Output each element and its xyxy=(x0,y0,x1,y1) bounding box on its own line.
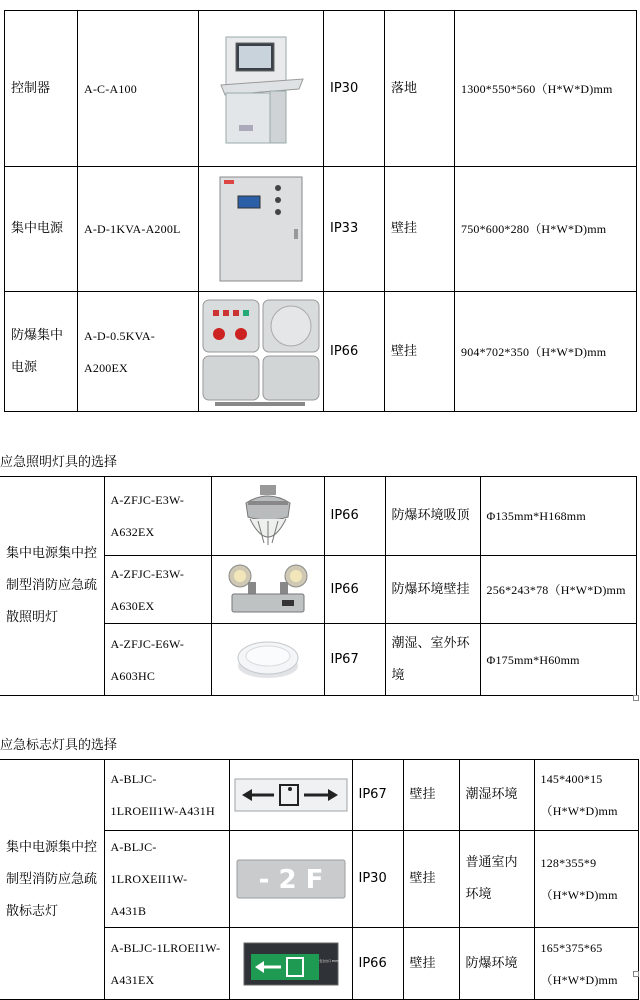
cell-install: 壁挂 xyxy=(403,760,459,831)
cell-ip: IP67 xyxy=(324,624,385,696)
section-title-lighting: 应急照明灯具的选择 xyxy=(0,455,118,470)
cell-model: A-D-1KVA-A200L xyxy=(78,167,199,292)
table-row xyxy=(5,11,637,167)
cell-install: 壁挂 xyxy=(385,167,455,292)
cell-ip: IP66 xyxy=(324,292,385,412)
explosion-proof-box-image xyxy=(199,292,324,412)
table-row xyxy=(5,167,637,292)
cell-install: 壁挂 xyxy=(403,928,459,1000)
cell-ip: IP30 xyxy=(352,831,403,928)
cell-env: 防爆环境壁挂 xyxy=(385,556,480,624)
category-cell: 集中电源集中控制型消防应急疏散标志灯 xyxy=(0,760,104,1000)
cell-ip: IP67 xyxy=(352,760,403,831)
cell-size: Φ135mm*H168mm xyxy=(480,477,636,556)
cell-model: A-C-A100 xyxy=(78,11,199,167)
cell-install: 落地 xyxy=(385,11,455,167)
table-row xyxy=(0,760,638,831)
cell-size: 165*375*65（H*W*D)mm xyxy=(534,928,638,1000)
floor-sign-2f-image xyxy=(229,831,352,928)
equipment-table xyxy=(4,10,637,412)
cell-model: A-BLJC-1LROEII1W-A431H xyxy=(104,760,229,831)
table-end-marker xyxy=(633,695,639,701)
cell-name: 控制器 xyxy=(5,11,78,167)
cell-env: 普通室内环境 xyxy=(459,831,534,928)
cell-env: 防爆环境 xyxy=(459,928,534,1000)
cell-ip: IP30 xyxy=(324,11,385,167)
cell-name: 集中电源 xyxy=(5,167,78,292)
cell-model: A-D-0.5KVA-A200EX xyxy=(78,292,199,412)
cell-name: 防爆集中电源 xyxy=(5,292,78,412)
cell-model: A-BLJC-1LROEI1W-A431EX xyxy=(104,928,229,1000)
sign-table xyxy=(0,759,639,1000)
control-cabinet-image xyxy=(199,11,324,167)
cell-size: Φ175mm*H60mm xyxy=(480,624,636,696)
cell-size: 1300*550*560（H*W*D)mm xyxy=(455,11,637,167)
cell-install: 壁挂 xyxy=(385,292,455,412)
cell-ip: IP66 xyxy=(352,928,403,1000)
explosion-proof-twin-spot-lamp-image xyxy=(211,556,324,624)
explosion-proof-ceiling-lamp-image xyxy=(211,477,324,556)
cell-env: 防爆环境吸顶 xyxy=(385,477,480,556)
table-row xyxy=(5,292,637,412)
cell-size: 145*400*15（H*W*D)mm xyxy=(534,760,638,831)
power-cabinet-image xyxy=(199,167,324,292)
table-row xyxy=(0,477,636,556)
exit-direction-sign-image xyxy=(229,760,352,831)
explosion-proof-exit-sign-image xyxy=(229,928,352,1000)
cell-size: 904*702*350（H*W*D)mm xyxy=(455,292,637,412)
category-cell: 集中电源集中控制型消防应急疏散照明灯 xyxy=(0,477,104,696)
floor-sign-text: - 2 F xyxy=(258,865,323,895)
cell-ip: IP66 xyxy=(324,477,385,556)
cell-ip: IP66 xyxy=(324,556,385,624)
table-end-marker xyxy=(633,971,639,977)
cell-size: 750*600*280（H*W*D)mm xyxy=(455,167,637,292)
cell-model: A-ZFJC-E3W-A632EX xyxy=(104,477,211,556)
cell-env: 潮湿、室外环境 xyxy=(385,624,480,696)
section-title-signs: 应急标志灯具的选择 xyxy=(0,738,118,753)
lighting-table xyxy=(0,476,637,696)
cell-ip: IP33 xyxy=(324,167,385,292)
cell-model: A-ZFJC-E6W-A603HC xyxy=(104,624,211,696)
cell-size: 256*243*78（H*W*D)mm xyxy=(480,556,636,624)
cell-model: A-BLJC-1LROXEII1W-A431B xyxy=(104,831,229,928)
cell-env: 潮湿环境 xyxy=(459,760,534,831)
mini-sign-text: 安全出口 EXIT xyxy=(318,958,339,963)
cell-model: A-ZFJC-E3W-A630EX xyxy=(104,556,211,624)
round-ceiling-lamp-image xyxy=(211,624,324,696)
cell-size: 128*355*9（H*W*D)mm xyxy=(534,831,638,928)
cell-install: 壁挂 xyxy=(403,831,459,928)
